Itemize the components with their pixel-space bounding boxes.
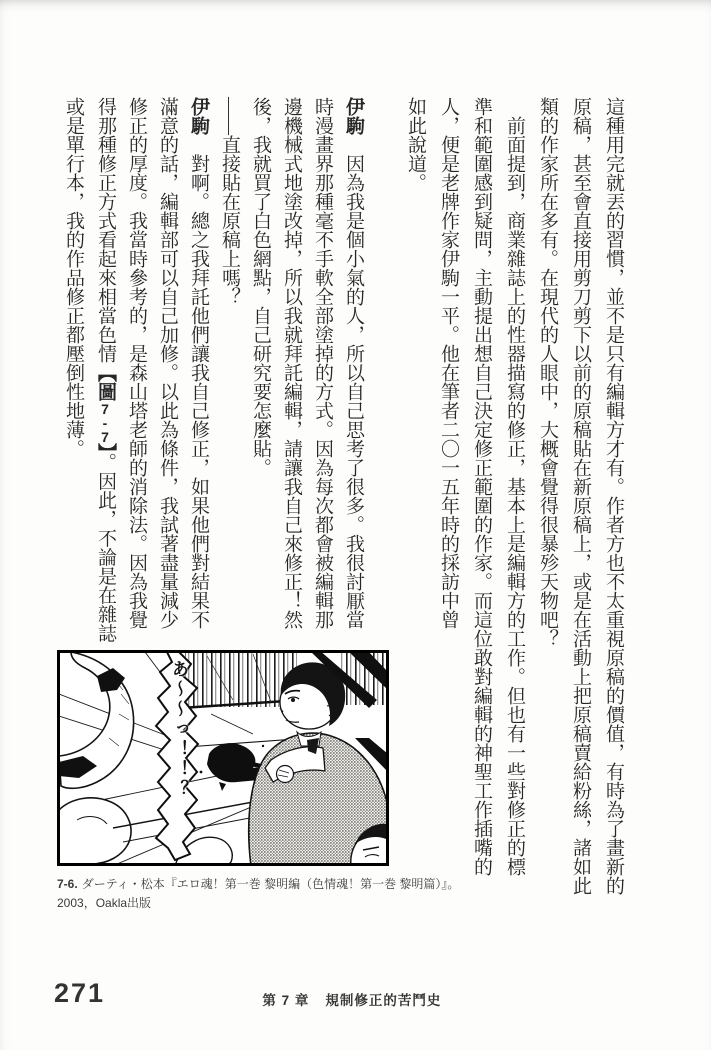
speaker-label: 伊駒 [188,97,209,135]
text-column: 伊駒 因為我是個小氣的人，所以自己思考了很多。我很討厭當 [343,97,364,629]
text-column: 前面提到，商業雜誌上的性器描寫的修正，基本上是編輯方的工作。但也有一些對修正的標 [504,97,525,876]
text-column: 原稿，甚至會直接用剪刀剪下以前的原稿貼在新原稿上，或是在活動上把原稿賣給粉絲，諸如此 [570,97,591,895]
text-column: 修正的厚度。我當時參考的，是森山塔老師的消除法。因為我覺 [126,97,147,629]
figure-caption-line2: 2003，Oakla出版 [57,895,152,910]
page-number: 271 [54,978,106,1008]
text-column: 得那種修正方式看起來相當色情【圖7-7】。因此，不論是在雜誌 [95,97,116,643]
chapter-title: 規制修正的苦鬥史 [325,993,442,1008]
text-column: 後，我就買了白色網點，自己研究要怎麼貼。 [250,97,271,477]
text-column: 時漫畫界那種毫不手軟全部塗掉的方式。因為每次都會被編輯那 [312,97,333,629]
figure-caption [57,875,507,912]
text-column: 或是單行本，我的作品修正都壓倒性地薄。 [63,97,84,458]
text-column: 邊機械式地塗改掉，所以我就拜託編輯，請讓我自己來修正！然 [281,97,302,629]
text-column: 如此說道。 [405,97,426,192]
intro-text-block [399,97,630,919]
text-column: ——直接貼在原稿上嗎？ [219,97,240,306]
text-column: 伊駒 對啊。總之我拜託他們讓我自己修正，如果他們對結果不 [188,97,209,629]
chapter-footer [262,989,441,1009]
figure-caption-title: ダーティ・松本『エロ魂！第一巻 黎明編（色情魂！第一巻 黎明篇）』。 [81,877,460,891]
text-column: 滿意的話，編輯部可以自己加修。以此為條件，我試著盡量減少 [157,97,178,629]
figure-number: 7-6. [57,877,78,891]
text-column: 這種用完就丟的習慣，並不是只有編輯方才有。作者方也不太重視原稿的價值，有時為了畫新的 [603,97,624,895]
speaker-label: 伊駒 [343,97,364,135]
chapter-label: 第 7 章 [262,993,310,1008]
text-column: 準和範圍感到疑問，主動提出想自己決定修正範圍的作家。而這位敢對編輯的神聖工作插嘴的 [471,97,492,876]
sfx-text: あ〜〜っ！！？ [169,660,188,800]
text-column: 類的作家所在多有。在現代的人眼中，大概會覺得很暴殄天物吧？ [537,97,558,648]
interview-text-block [58,97,369,659]
manga-figure [57,650,389,866]
manga-panel-illustration [57,650,389,866]
text-column: 人，便是老牌作家伊駒一平。他在筆者二〇一五年時的採訪中曾 [438,97,459,629]
